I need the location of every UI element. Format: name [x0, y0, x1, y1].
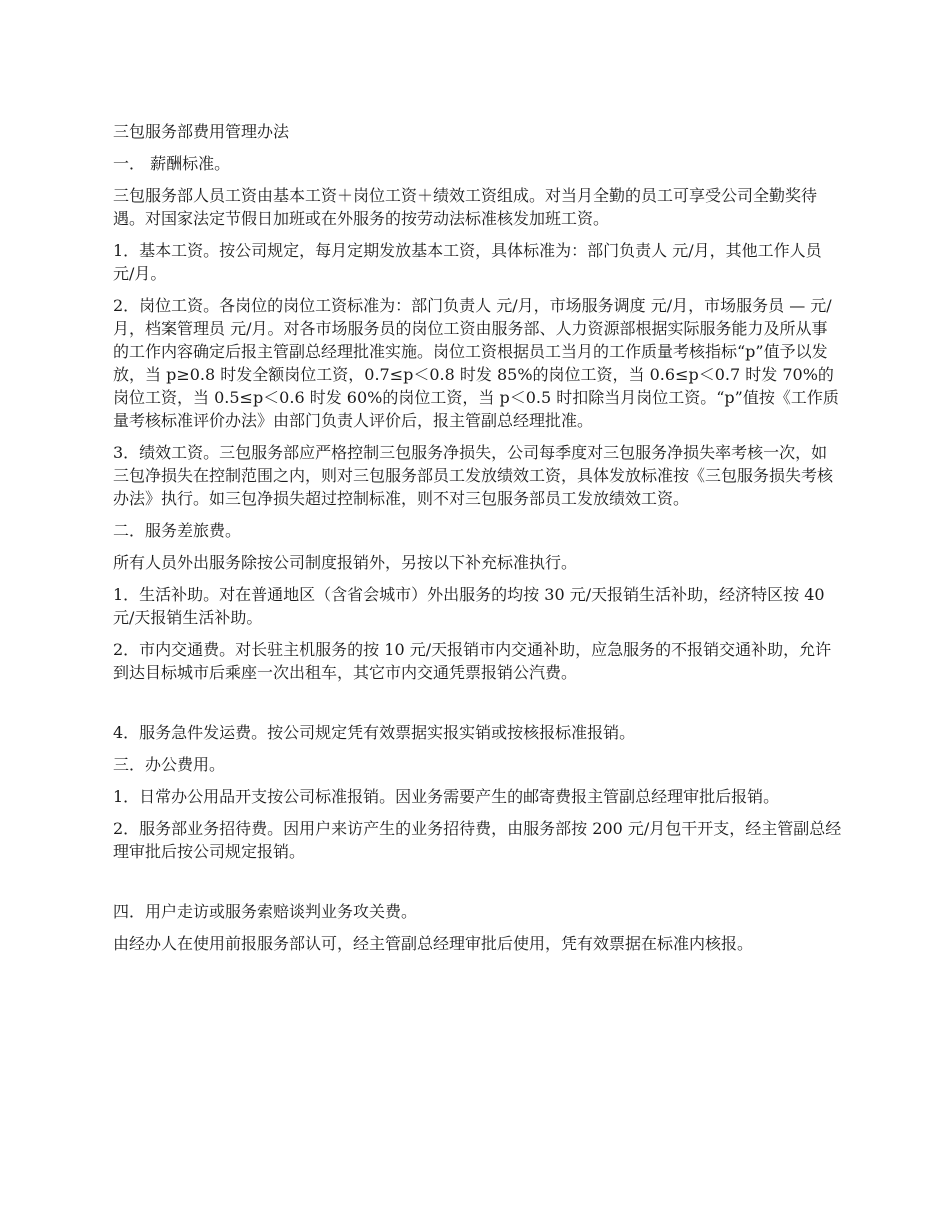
document-title: 三包服务部费用管理办法: [113, 122, 290, 141]
document-body: [113, 120, 843, 964]
paragraph-entertainment: 2．服务部业务招待费。因用户来访产生的业务招待费，由服务部按 200 元/月包干开支，经主管副总经理审批后按公司规定报销。: [113, 819, 842, 861]
paragraph-performance-salary: 3．绩效工资。三包服务部应严格控制三包服务净损失，公司每季度对三包服务净损失率考核一次，如三包净损失在控制范围之内，则对三包服务部员工发放绩效工资，具体发放标准按《三包服务损失考核办法》执行。如三包净损失超过控制标准，则不对三包服务部员工发放绩效工资。: [113, 443, 834, 508]
paragraph-base-salary: 1．基本工资。按公司规定，每月定期发放基本工资，具体标准为：部门负责人 元/月，其他工作人员 元/月。: [113, 241, 822, 283]
section-heading-travel: 二．服务差旅费。: [113, 521, 242, 540]
paragraph-office-supplies: 1．日常办公用品开支按公司标准报销。因业务需要产生的邮寄费报主管副总经理审批后报销。: [113, 787, 780, 806]
blank-spacer: [113, 872, 843, 900]
paragraph-express-shipping: 4．服务急件发运费。按公司规定凭有效票据实报实销或按核报标准报销。: [113, 723, 636, 742]
section-heading-office: 三．办公费用。: [113, 755, 226, 774]
paragraph-local-transport: 2．市内交通费。对长驻主机服务的按 10 元/天报销市内交通补助，应急服务的不报销交通补助，允许到达目标城市后乘座一次出租车，其它市内交通凭票报销公汽费。: [113, 640, 832, 682]
section-heading-visits: 四．用户走访或服务索赔谈判业务攻关费。: [113, 902, 418, 921]
paragraph-travel-intro: 所有人员外出服务除按公司制度报销外，另按以下补充标准执行。: [113, 553, 578, 572]
paragraph-living-allowance: 1．生活补助。对在普通地区（含省会城市）外出服务的均按 30 元/天报销生活补助，经济特区按 40 元/天报销生活补助。: [113, 585, 825, 627]
paragraph-salary-composition: 三包服务部人员工资由基本工资＋岗位工资＋绩效工资组成。对当月全勤的员工可享受公司全勤奖待遇。对国家法定节假日加班或在外服务的按劳动法标准核发加班工资。: [113, 186, 818, 228]
section-heading-salary: 一． 薪酬标准。: [113, 154, 231, 173]
blank-spacer: [113, 693, 843, 721]
paragraph-visits-approval: 由经办人在使用前报服务部认可，经主管副总经理审批后使用，凭有效票据在标准内核报。: [113, 934, 754, 953]
paragraph-position-salary: 2．岗位工资。各岗位的岗位工资标准为：部门负责人 元/月，市场服务调度 元/月，市场服务员 — 元/月，档案管理员 元/月。对各市场服务员的岗位工资由服务部、人力资源部根据实际服务能力及所从事的工作内容确定后报主管副总经理批准实施。岗位工资根据员工当月的工作质量考核指标“p”值予以发放，当 p≥0.8 时发全额岗位工资，0.7≤p＜0.8 时发 85%的岗位工资，当 0.6≤p＜0.7 时发 70%的岗位工资，当 0.5≤p＜0.6 时发 60%的岗位工资，当 p＜0.5 时扣除当月岗位工资。“p”值按《工作质量考核标准评价办法》由部门负责人评价后，报主管副总经理批准。: [113, 296, 839, 430]
